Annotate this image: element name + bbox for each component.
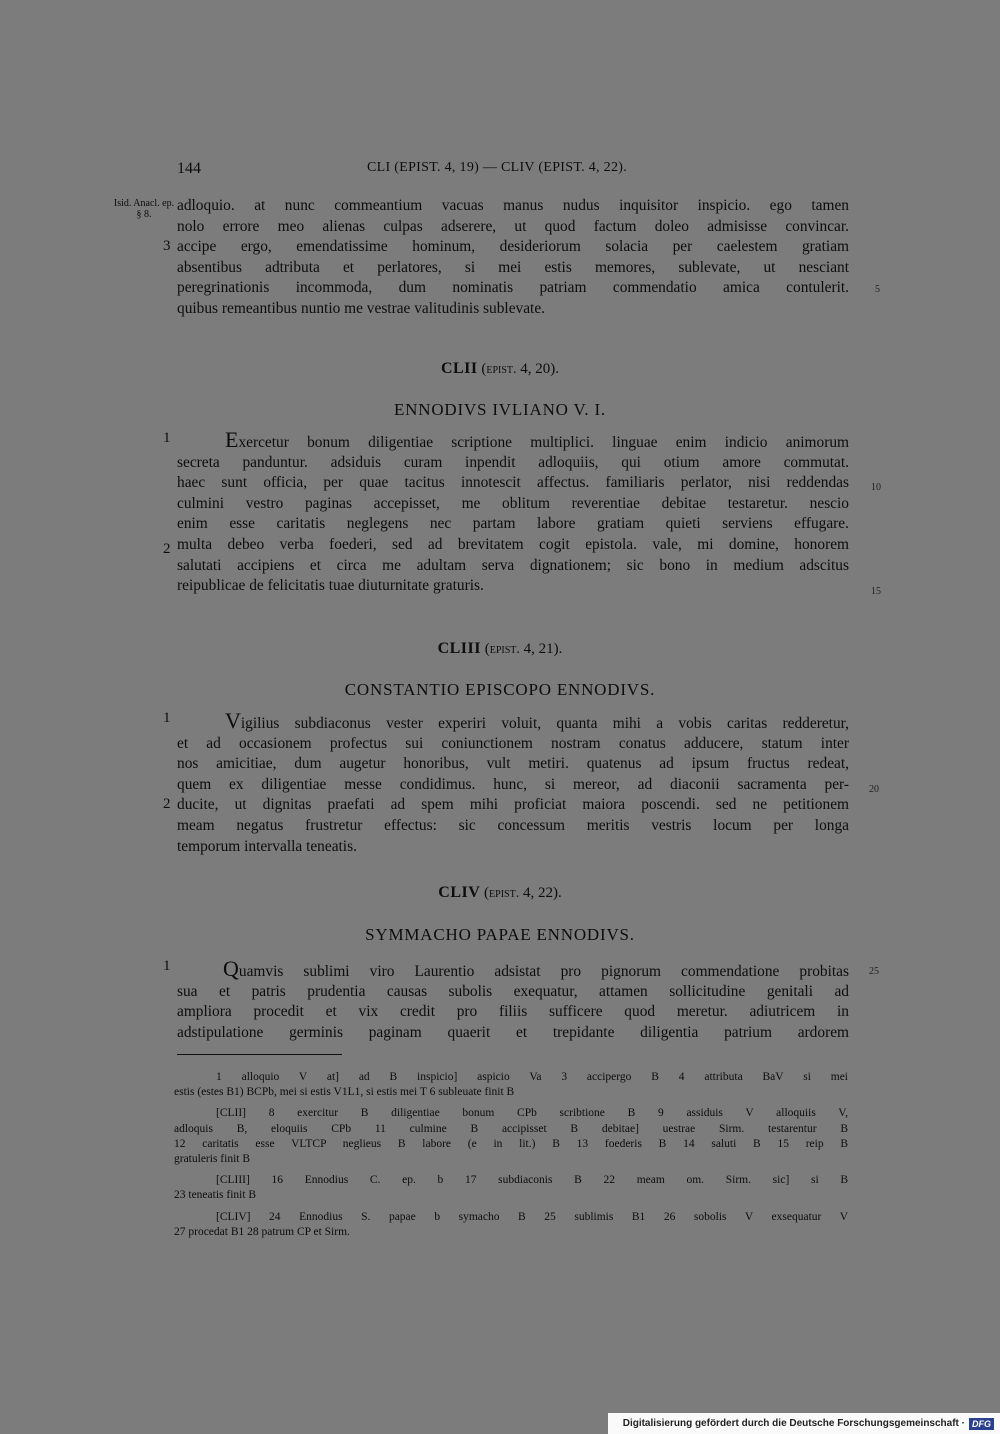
text-line: et ad occasionem profectus sui coniunctionem nostram conatus adducere, statum inter [177, 734, 849, 752]
dfg-logo: DFG [969, 1418, 994, 1430]
drop-cap: V [225, 713, 241, 733]
funding-footer [608, 1413, 1000, 1434]
text-line: absentibus adtributa et perlatores, si mei estis memores, sublevate, ut nesciant [177, 258, 849, 276]
text-line: culmini vestro paginas accepisset, me oblitum reverentiae debitae testaretur. nescio [177, 494, 849, 512]
paragraph-number: 2 [163, 541, 171, 557]
drop-cap: Q [223, 961, 239, 981]
text-line: quem ex diligentiae messe condidimus. hunc, si mereor, ad diaconii sacramenta per- [177, 775, 849, 793]
apparatus-line: 27 procedat B1 28 patrum CP et Sirm. [174, 1225, 350, 1238]
line-number: 20 [869, 784, 879, 795]
critical-apparatus [174, 1070, 848, 1240]
text-line: Quamvis sublimi viro Laurentio adsistat pro pignorum commendatione probitas [177, 961, 849, 982]
section-heading-clii: CLII (epist. 4, 20). [440, 360, 560, 377]
apparatus-line: 12 caritatis esse VLTCP neglieus B labore (e in lit.) B 13 foederis B 14 saluti B 15 reip B [174, 1137, 848, 1150]
running-head: CLI (EPIST. 4, 19) — CLIV (EPIST. 4, 22). [367, 160, 628, 175]
paragraph-number: 1 [163, 710, 171, 726]
section-ref-label: epist. [486, 362, 517, 377]
section-heading-cliii: CLIII (epist. 4, 21). [437, 640, 563, 657]
line-number: 5 [875, 284, 880, 295]
text-line: quibus remeantibus nuntio me vestrae valitudinis sublevate. [177, 299, 546, 317]
section-ref-label: epist. [489, 642, 520, 657]
paragraph-number: 1 [163, 958, 171, 974]
text-line: Exercetur bonum diligentiae scriptione multiplici. linguae enim indicio animorum [177, 432, 849, 453]
text-line: haec sunt officia, per quae tacitus innotescit affectus. familiaris perlator, nisi reddendas [177, 474, 849, 492]
letter-body-cliii [177, 713, 849, 857]
text-line: sua et patris prudentia causas subolis exequatur, attamen sollicitudine genitali ad [177, 982, 849, 1000]
section-heading-cliv: CLIV (epist. 4, 22). [438, 884, 562, 901]
line-number: 25 [869, 966, 879, 977]
text-line: ampliora procedit et vix credit pro filiis sufficere quod meretur. adiutricem in [177, 1003, 849, 1021]
section-ref: 4, 22). [519, 885, 562, 901]
apparatus-line: estis (estes B1) BCPb, mei si estis V1L1, si estis mei T 6 subleuate finit B [174, 1086, 515, 1099]
text-line: temporum intervalla teneatis. [177, 837, 357, 855]
text-line: salutati accipiens et circa me adultam serva dignationem; sic bono in medium adscitus [177, 556, 849, 574]
line-number: 10 [871, 482, 881, 493]
section-ref-label: epist. [489, 886, 520, 901]
text-line: ducite, ut dignitas praefati ad spem mihi proficiat maiora poscendi. sed ne petitionem [177, 796, 849, 814]
text-line: reipublicae de felicitatis tuae diuturnitate graturis. [177, 577, 484, 595]
section-number: CLII [440, 360, 478, 377]
letter-address: SYMMACHO PAPAE ENNODIVS. [365, 925, 635, 944]
section-ref: 4, 21). [519, 641, 563, 657]
apparatus-line: adloquis B, eloquiis CPb 11 culmine B accipisset B debitae] uestrae Sirm. testarentur B [174, 1122, 848, 1135]
text-line: adloquio. at nunc commeantium vacuas manus nudus inquisitor inspicio. ego tamen [177, 197, 849, 214]
apparatus-line: 1 alloquio V at] ad B inspicio] aspicio Va 3 accipergo B 4 attributa BaV si mei [216, 1071, 848, 1083]
line-number: 15 [871, 586, 881, 597]
apparatus-line: gratuleris finit B [174, 1152, 251, 1165]
paragraph-number: 3 [163, 238, 171, 254]
letter-body-clii [177, 432, 849, 597]
letter-address: ENNODIVS IVLIANO V. I. [394, 400, 606, 419]
paragraph-number: 1 [163, 430, 171, 446]
text-line: nolo errore meo alienas culpas adserere, ut quod factum doleo admisisse convincar. [177, 217, 849, 235]
page-number: 144 [177, 160, 201, 177]
text-line: enim esse caritatis neglegens nec partam labore gratiam quieti serviens effugare. [177, 515, 849, 533]
text-line: adstipulatione germinis paginam quaerit et trepidante diligentia patrium ardorem [177, 1023, 849, 1041]
section-number: CLIII [437, 640, 481, 657]
apparatus-line: [CLII] 8 exercitur B diligentiae bonum CPb scribtione B 9 assiduis V alloquiis V, [216, 1107, 848, 1120]
footnote-rule [177, 1054, 342, 1055]
text-line: peregrinationis incommoda, dum nominatis patriam commendatio amica contulerit. [177, 279, 849, 297]
drop-cap: E [225, 432, 239, 452]
top-paragraph [177, 196, 849, 320]
paragraph-number: 2 [163, 796, 171, 812]
letter-address: CONSTANTIO EPISCOPO ENNODIVS. [344, 680, 656, 699]
margin-note: Isid. Anacl. ep. § 8. [113, 198, 175, 220]
apparatus-line: 23 teneatis finit B [174, 1189, 257, 1202]
text-line: secreta panduntur. adsiduis curam inpendit adloquiis, qui otium amore commutat. [177, 453, 849, 471]
text-line: Vigilius subdiaconus vester experiri voluit, quanta mihi a vobis caritas redderetur, [177, 713, 849, 734]
text-line: accipe ergo, emendatissime hominum, desideriorum solacia per caelestem gratiam [177, 238, 849, 256]
apparatus-line: [CLIV] 24 Ennodius S. papae b symacho B 25 sublimis B1 26 sobolis V exsequatur V [216, 1210, 848, 1223]
footer-text: Digitalisierung gefördert durch die Deutsche Forschungsgemeinschaft · [622, 1418, 965, 1429]
section-ref: 4, 20). [516, 361, 560, 377]
text-line: meam negatus frustretur effectus: sic concessum meritis vestris locum per longa [177, 816, 849, 834]
apparatus-line: [CLIII] 16 Ennodius C. ep. b 17 subdiaconis B 22 meam om. Sirm. sic] si B [216, 1174, 848, 1187]
letter-body-cliv [177, 961, 849, 1043]
text-line: nos amicitiae, dum augetur honoribus, vult metiri. quatenus ad ipsum fructus redeat, [177, 755, 849, 773]
section-number: CLIV [438, 884, 481, 901]
text-line: multa debeo verba foederi, sed ad brevitatem cogit epistola. vale, mi domine, honorem [177, 535, 849, 553]
